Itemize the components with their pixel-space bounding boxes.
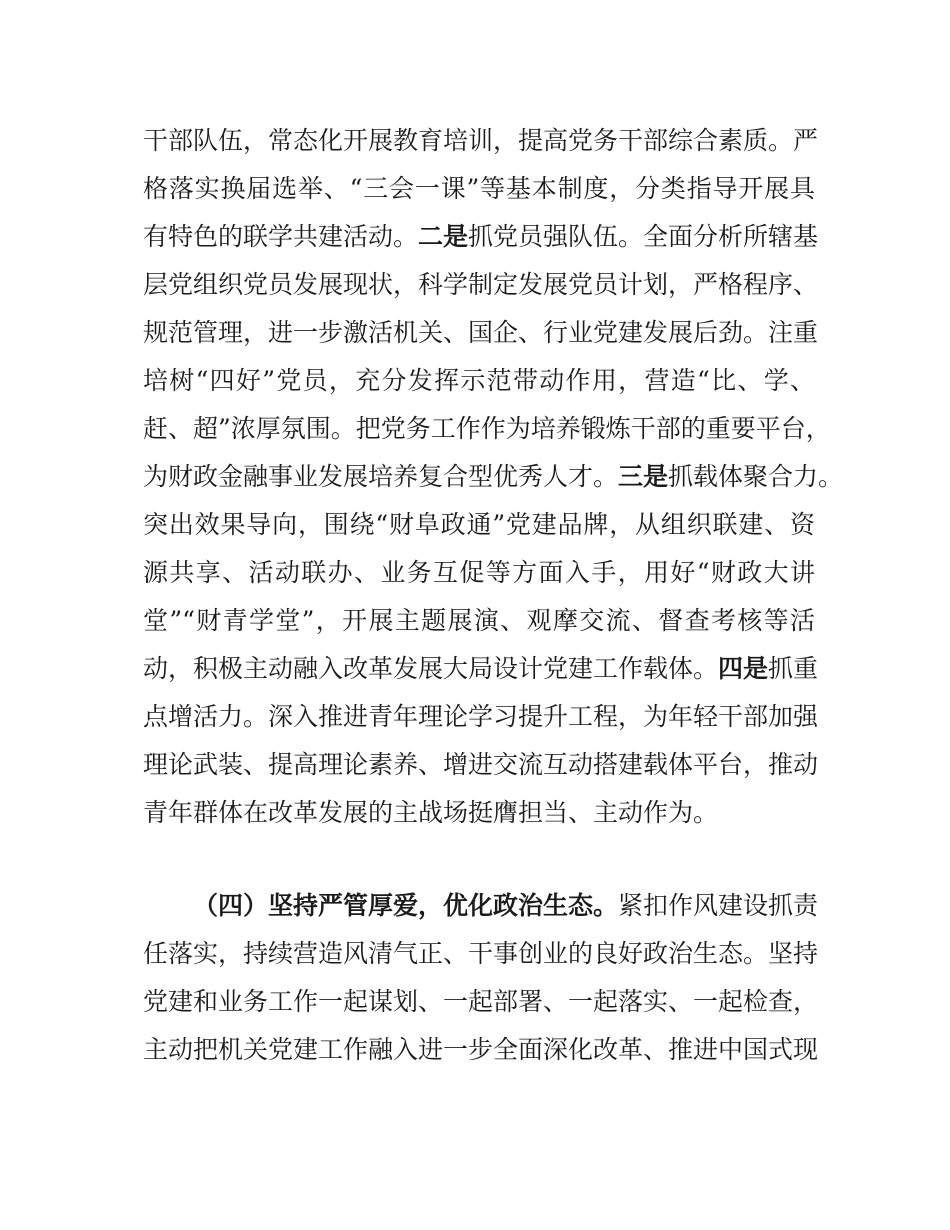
paragraph-political-ecology	[143, 882, 819, 1074]
text-line: 干部队伍，常态化开展教育培训，提高党务干部综合素质。严	[143, 126, 819, 155]
text-line: 党建和业务工作一起谋划、一起部署、一起落实、一起检查，	[143, 987, 819, 1016]
text-line: 青年群体在改革发展的主战场挺膺担当、主动作为。	[143, 798, 719, 827]
text-line: 源共享、活动联办、业务互促等方面入手，用好“财政大讲	[143, 558, 815, 587]
text-line: 培树“四好”党员，充分发挥示范带动作用，营造“比、学、	[143, 366, 815, 395]
text-run: 抓载体聚合力。	[668, 462, 844, 491]
bold-keyword: 四是	[718, 654, 769, 683]
text-run: 动，积极主动融入改革发展大局设计党建工作载体。	[143, 654, 719, 683]
text-line: 理论武装、提高理论素养、增进交流互动搭建载体平台，推动	[143, 750, 819, 779]
text-line: 突出效果导向，围绕“财阜政通”党建品牌，从组织联建、资	[143, 510, 815, 539]
text-line	[143, 882, 819, 930]
text-run: 紧扣作风建设抓责	[618, 891, 819, 920]
text-line: 赶、超”浓厚氛围。把党务工作作为培养锻炼干部的重要平台，	[143, 414, 831, 443]
text-run: 为财政金融事业发展培养复合型优秀人才。	[143, 462, 619, 491]
bold-keyword: 二是	[418, 222, 469, 251]
paragraph-party-building-measures	[143, 117, 844, 837]
text-line	[143, 645, 819, 693]
text-line: 主动把机关党建工作融入进一步全面深化改革、推进中国式现	[143, 1035, 819, 1064]
bold-keyword: 三是	[618, 462, 669, 491]
text-run: 抓重	[768, 654, 819, 683]
text-line: 格落实换届选举、“三会一课”等基本制度，分类指导开展具	[143, 174, 815, 203]
section-heading: （四）坚持严管厚爱，优化政治生态。	[193, 891, 619, 920]
text-line	[143, 453, 844, 501]
text-run: 抓党员强队伍。全面分析所辖基	[468, 222, 819, 251]
text-line: 层党组织党员发展现状，科学制定发展党员计划，严格程序、	[143, 270, 819, 299]
text-run: 有特色的联学共建活动。	[143, 222, 419, 251]
text-line: 规范管理，进一步激活机关、国企、行业党建发展后劲。注重	[143, 318, 819, 347]
text-line: 点增活力。深入推进青年理论学习提升工程，为年轻干部加强	[143, 702, 819, 731]
text-line: 堂”“财青学堂”，开展主题展演、观摩交流、督查考核等活	[143, 606, 815, 635]
text-line	[143, 213, 819, 261]
text-line: 任落实，持续营造风清气正、干事创业的良好政治生态。坚持	[143, 939, 819, 968]
